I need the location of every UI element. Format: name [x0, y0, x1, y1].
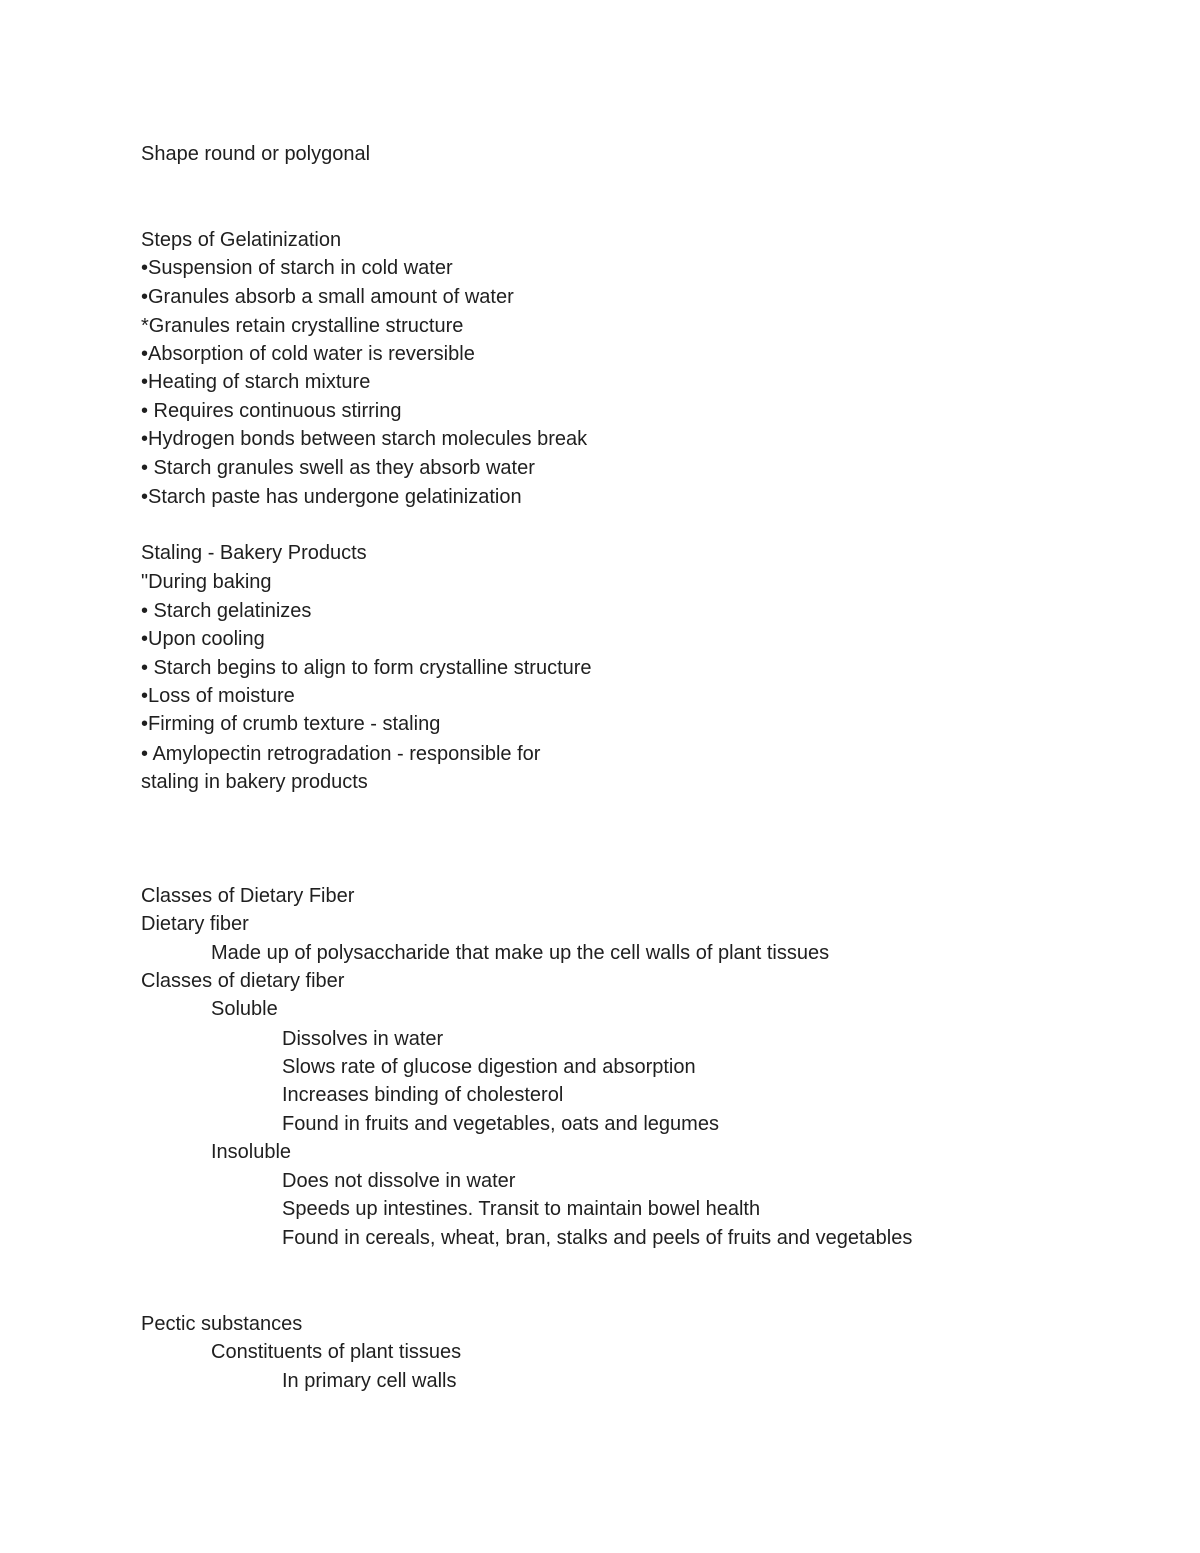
staling-item: •Firming of crumb texture - staling	[141, 713, 441, 735]
insoluble-item: Speeds up intestines. Transit to maintain bowel health	[282, 1198, 761, 1220]
pectic-sub: Constituents of plant tissues	[211, 1341, 462, 1363]
soluble-label: Soluble	[211, 998, 278, 1020]
gelatinization-item: •Suspension of starch in cold water	[141, 257, 453, 279]
gelatinization-item: •Heating of starch mixture	[141, 371, 371, 393]
staling-item: staling in bakery products	[141, 771, 368, 793]
pectic-subsub: In primary cell walls	[282, 1370, 457, 1392]
staling-item: •Loss of moisture	[141, 685, 295, 707]
staling-item: •Upon cooling	[141, 628, 265, 650]
dietary-fiber-definition: Made up of polysaccharide that make up the cell walls of plant tissues	[211, 942, 830, 964]
staling-item: • Starch gelatinizes	[141, 600, 312, 622]
pectic-heading: Pectic substances	[141, 1313, 303, 1335]
soluble-item: Slows rate of glucose digestion and absorption	[282, 1056, 696, 1078]
gelatinization-item: •Starch paste has undergone gelatinization	[141, 486, 522, 508]
gelatinization-item: • Starch granules swell as they absorb water	[141, 457, 535, 479]
insoluble-item: Found in cereals, wheat, bran, stalks and peels of fruits and vegetables	[282, 1227, 913, 1249]
soluble-item: Found in fruits and vegetables, oats and legumes	[282, 1113, 719, 1135]
insoluble-item: Does not dissolve in water	[282, 1170, 516, 1192]
gelatinization-item: •Granules absorb a small amount of water	[141, 286, 514, 308]
staling-item: "During baking	[141, 571, 272, 593]
shape-line: Shape round or polygonal	[141, 143, 371, 165]
dietary-fiber-label: Dietary fiber	[141, 913, 249, 935]
fiber-classes-label: Classes of dietary fiber	[141, 970, 345, 992]
staling-item: • Starch begins to align to form crystalline structure	[141, 657, 592, 679]
gelatinization-heading: Steps of Gelatinization	[141, 229, 342, 251]
gelatinization-item: • Requires continuous stirring	[141, 400, 402, 422]
fiber-heading: Classes of Dietary Fiber	[141, 885, 355, 907]
soluble-item: Increases binding of cholesterol	[282, 1084, 564, 1106]
insoluble-label: Insoluble	[211, 1141, 292, 1163]
staling-heading: Staling - Bakery Products	[141, 542, 367, 564]
soluble-item: Dissolves in water	[282, 1028, 444, 1050]
gelatinization-item: •Hydrogen bonds between starch molecules break	[141, 428, 588, 450]
gelatinization-item: •Absorption of cold water is reversible	[141, 343, 475, 365]
gelatinization-item: *Granules retain crystalline structure	[141, 315, 464, 337]
staling-item: • Amylopectin retrogradation - responsible for	[141, 743, 541, 765]
